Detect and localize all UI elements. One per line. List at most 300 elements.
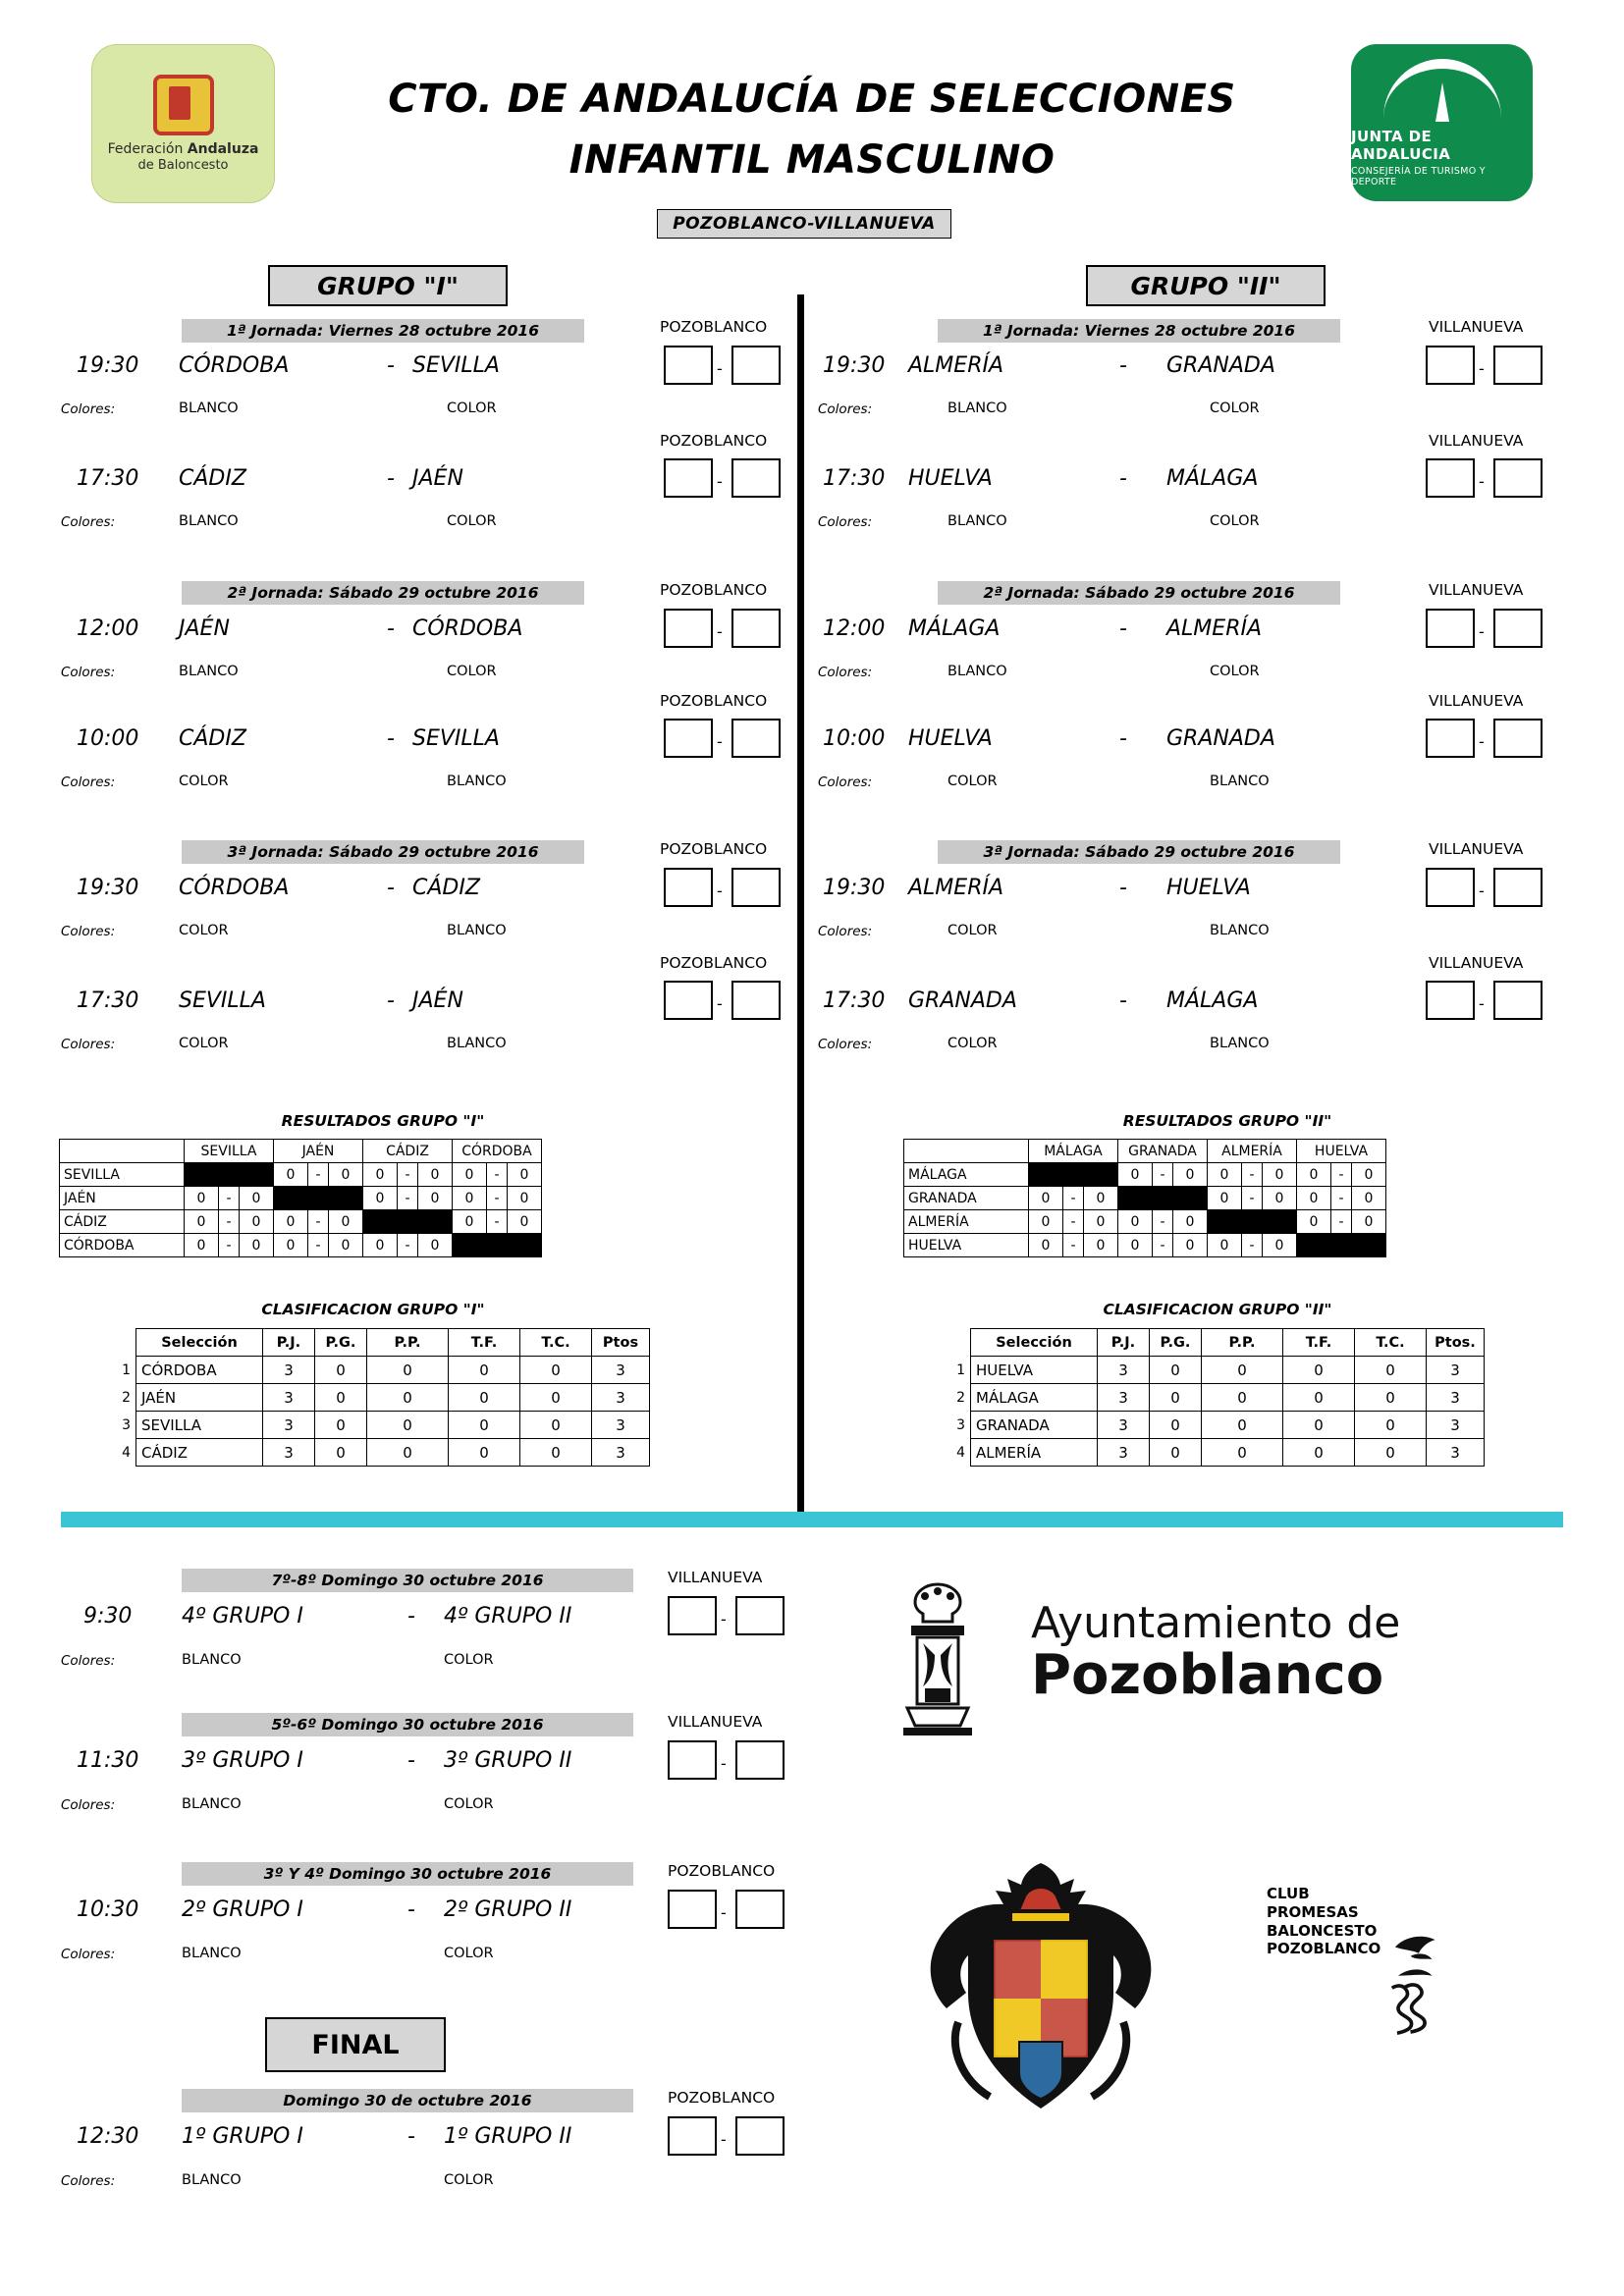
g2-m5-score-dash: -	[1479, 881, 1485, 900]
g2-m2-away-score[interactable]	[1493, 458, 1543, 498]
g2-m4-home-score[interactable]	[1426, 719, 1475, 758]
cla-g2-col-5: T.C.	[1355, 1329, 1427, 1357]
res-g2-r0-c3-b[interactable]: 0	[1352, 1163, 1386, 1187]
cla-g1-r2-pg: 0	[315, 1412, 367, 1439]
res-g2-r1-c0-a[interactable]: 0	[1029, 1187, 1063, 1210]
g1-m4-home-score[interactable]	[664, 719, 713, 758]
cla-g1-col-4: T.F.	[449, 1329, 520, 1357]
cla-g2-r3-tc: 0	[1355, 1439, 1427, 1467]
g2-m3-away-score[interactable]	[1493, 609, 1543, 648]
cla-g2-col-4: T.F.	[1283, 1329, 1355, 1357]
res-g1-r0-c1-d: -	[308, 1163, 329, 1187]
g1-m1-score-dash: -	[717, 359, 723, 378]
res-g2-r2-c1-a[interactable]: 0	[1118, 1210, 1153, 1234]
corner-cell	[60, 1140, 185, 1163]
res-g2-r3-c1-a[interactable]: 0	[1118, 1234, 1153, 1257]
final-0-away: 4º GRUPO II	[444, 1604, 572, 1629]
g1-m5-time: 19:30	[77, 876, 139, 900]
g1-m3-colores-label: Colores:	[61, 665, 116, 680]
resultados-g2-title: RESULTADOS GRUPO "II"	[1122, 1112, 1332, 1130]
final-3-home-score[interactable]	[668, 2116, 717, 2156]
res-g1-r1-c3-d: -	[487, 1187, 508, 1210]
res-g1-r3-c1-b[interactable]: 0	[329, 1234, 363, 1257]
cla-g2-r0-tf: 0	[1283, 1357, 1355, 1384]
table-row	[945, 1439, 1485, 1467]
cla-g1-r2-pj: 3	[263, 1412, 315, 1439]
cla-g2-r3-pos: 4	[956, 1444, 965, 1461]
cla-g2-col-1: P.J.	[1098, 1329, 1150, 1357]
g2-m4-home-color: COLOR	[947, 774, 998, 789]
res-g2-r0-c1-d: -	[1153, 1163, 1173, 1187]
res-g2-r3-c0-a[interactable]: 0	[1029, 1234, 1063, 1257]
cla-g2-r0-sel: HUELVA	[971, 1357, 1098, 1384]
g1-m6-colores-label: Colores:	[61, 1037, 116, 1052]
g1-m6-home: SEVILLA	[179, 988, 266, 1013]
cla-g1-r1-tf: 0	[449, 1384, 520, 1412]
g1-m1-home-color: BLANCO	[179, 400, 239, 416]
res-g1-r3-c2-b[interactable]: 0	[418, 1234, 453, 1257]
res-g2-r1-c2-d: -	[1242, 1187, 1263, 1210]
g2-m3-away: ALMERÍA	[1166, 616, 1263, 641]
res-g1-r3-c1-a[interactable]: 0	[274, 1234, 308, 1257]
res-g2-r0-c1-b[interactable]: 0	[1173, 1163, 1208, 1187]
res-g2-col-0: MÁLAGA	[1029, 1140, 1118, 1163]
res-g1-col-1: JAÉN	[274, 1140, 363, 1163]
g1-m6-away-score[interactable]	[731, 981, 781, 1020]
res-g1-r1-c2-a[interactable]: 0	[363, 1187, 398, 1210]
res-g2-r2-c0-d: -	[1063, 1210, 1084, 1234]
g1-m4-dash: -	[387, 726, 395, 751]
cla-g1-col-2: P.G.	[315, 1329, 367, 1357]
cla-g2-r0-pos: 1	[956, 1362, 965, 1378]
g2-m6-colores-label: Colores:	[818, 1037, 873, 1052]
g2-m4-away-color: BLANCO	[1210, 774, 1270, 789]
g2-jornada-3-label: 3ª Jornada: Sábado 29 octubre 2016	[938, 840, 1340, 864]
res-g2-col-2: ALMERÍA	[1208, 1140, 1297, 1163]
g1-m5-home-color: COLOR	[179, 923, 229, 938]
cla-g2-r0-pg: 0	[1150, 1357, 1202, 1384]
g2-m6-home: GRANADA	[908, 988, 1017, 1013]
g2-m1-home: ALMERÍA	[908, 353, 1004, 378]
res-g1-r0-c3-b[interactable]: 0	[508, 1163, 542, 1187]
res-g1-r1-c3-a[interactable]: 0	[453, 1187, 487, 1210]
club-line2: PROMESAS	[1267, 1902, 1359, 1921]
g2-m1-away-score[interactable]	[1493, 346, 1543, 385]
cla-g1-col-3: P.P.	[367, 1329, 449, 1357]
cla-g1-r3-pg: 0	[315, 1439, 367, 1467]
g1-m1-away-score[interactable]	[731, 346, 781, 385]
res-g2-r1-c2-a[interactable]: 0	[1208, 1187, 1242, 1210]
res-g2-r1-c2-b[interactable]: 0	[1263, 1187, 1297, 1210]
res-g1-r3-c0-d: -	[219, 1234, 240, 1257]
federacion-name-part2: Andaluza	[187, 141, 259, 158]
res-g1-r2-c0-d: -	[219, 1210, 240, 1234]
g2-m3-venue: VILLANUEVA	[1429, 581, 1524, 599]
g1-m6-away: JAÉN	[412, 988, 463, 1013]
final-0-time: 9:30	[83, 1604, 133, 1629]
g1-m1-time: 19:30	[77, 353, 139, 378]
res-g1-r1-c1	[274, 1187, 363, 1210]
cla-g1-r0-pg: 0	[315, 1357, 367, 1384]
g1-m3-home-color: BLANCO	[179, 664, 239, 679]
res-g2-r2-c1-b[interactable]: 0	[1173, 1210, 1208, 1234]
g1-m5-home-score[interactable]	[664, 868, 713, 907]
clasificacion-g1-title: CLASIFICACION GRUPO "I"	[261, 1301, 485, 1318]
res-g1-r0-c3-a[interactable]: 0	[453, 1163, 487, 1187]
final-2-away-score[interactable]	[735, 1890, 785, 1929]
res-g1-r2-c1-b[interactable]: 0	[329, 1210, 363, 1234]
res-g1-col-2: CÁDIZ	[363, 1140, 453, 1163]
cla-g1-r0-pp: 0	[367, 1357, 449, 1384]
g1-m2-score-dash: -	[717, 472, 723, 491]
res-g2-r0-name: MÁLAGA	[904, 1163, 1029, 1187]
final-2-score-dash: -	[721, 1903, 727, 1922]
res-g1-r2-c2	[363, 1210, 453, 1234]
final-1-score-dash: -	[721, 1754, 727, 1773]
g2-m1-home-score[interactable]	[1426, 346, 1475, 385]
res-g2-col-1: GRANADA	[1118, 1140, 1208, 1163]
cla-g1-r2-pp: 0	[367, 1412, 449, 1439]
res-g1-r0-c2-b[interactable]: 0	[418, 1163, 453, 1187]
res-g2-r2-c0-b[interactable]: 0	[1084, 1210, 1118, 1234]
table-header-row	[904, 1140, 1386, 1163]
g1-m1-venue: POZOBLANCO	[660, 318, 768, 336]
res-g1-r2-name: CÁDIZ	[60, 1210, 185, 1234]
res-g1-r3-c2-d: -	[398, 1234, 418, 1257]
final-1-colores-label: Colores:	[61, 1797, 116, 1813]
junta-title: JUNTA DE ANDALUCIA	[1351, 127, 1451, 163]
res-g1-r1-c0-a[interactable]: 0	[185, 1187, 219, 1210]
res-g1-r1-c3-b[interactable]: 0	[508, 1187, 542, 1210]
g2-m1-home-color: BLANCO	[947, 400, 1007, 416]
final-title-box: FINAL	[265, 2017, 446, 2072]
res-g1-r2-c1-d: -	[308, 1210, 329, 1234]
final-3-score-dash: -	[721, 2130, 727, 2149]
res-g1-r2-c1-a[interactable]: 0	[274, 1210, 308, 1234]
cla-g2-r3-pj: 3	[1098, 1439, 1150, 1467]
cla-g1-r1-ptos: 3	[592, 1384, 650, 1412]
pozoblanco-crest-icon	[874, 1578, 1001, 1745]
g2-m2-colores-label: Colores:	[818, 514, 873, 530]
cla-g2-r1-pp: 0	[1202, 1384, 1283, 1412]
cla-g2-r2-tc: 0	[1355, 1412, 1427, 1439]
cla-g1-r0-tc: 0	[520, 1357, 592, 1384]
cla-g1-r2-tc: 0	[520, 1412, 592, 1439]
g2-m4-away-score[interactable]	[1493, 719, 1543, 758]
g1-jornada-3-label: 3ª Jornada: Sábado 29 octubre 2016	[182, 840, 584, 864]
cla-g1-r1-pos: 2	[122, 1389, 131, 1406]
cla-g2-col-3: P.P.	[1202, 1329, 1283, 1357]
cla-g2-r3-ptos: 3	[1427, 1439, 1485, 1467]
cla-g1-r2-pos: 3	[122, 1416, 131, 1433]
g2-m5-home-color: COLOR	[947, 923, 998, 938]
g1-m2-away-color: COLOR	[447, 513, 497, 529]
corner-cell	[904, 1140, 1029, 1163]
g2-m2-dash: -	[1119, 466, 1127, 491]
final-1-away: 3º GRUPO II	[444, 1748, 572, 1773]
final-1-away-score[interactable]	[735, 1740, 785, 1780]
cla-g2-r1-pg: 0	[1150, 1384, 1202, 1412]
g2-m5-colores-label: Colores:	[818, 924, 873, 939]
res-g1-r3-c0-b[interactable]: 0	[240, 1234, 274, 1257]
g2-m2-time: 17:30	[823, 466, 886, 491]
group-2-header: GRUPO "II"	[1086, 265, 1326, 306]
final-0-away-color: COLOR	[444, 1652, 494, 1668]
final-2-venue: POZOBLANCO	[668, 1862, 776, 1880]
g1-m6-away-color: BLANCO	[447, 1036, 507, 1051]
res-g1-r3-c0-a[interactable]: 0	[185, 1234, 219, 1257]
res-g1-r1-c2-b[interactable]: 0	[418, 1187, 453, 1210]
final-0-away-score[interactable]	[735, 1596, 785, 1635]
g1-m3-away-score[interactable]	[731, 609, 781, 648]
final-1-away-color: COLOR	[444, 1796, 494, 1812]
res-g2-r1-c1	[1118, 1187, 1208, 1210]
res-g2-r2-c0-a[interactable]: 0	[1029, 1210, 1063, 1234]
g2-m4-venue: VILLANUEVA	[1429, 692, 1524, 710]
final-1-time: 11:30	[77, 1748, 139, 1773]
final-0-dash: -	[407, 1604, 415, 1629]
g1-m1-home: CÓRDOBA	[179, 353, 290, 378]
res-g2-r1-c3-a[interactable]: 0	[1297, 1187, 1331, 1210]
res-g2-r1-c3-b[interactable]: 0	[1352, 1187, 1386, 1210]
res-g2-r2-c3-a[interactable]: 0	[1297, 1210, 1331, 1234]
g1-m4-away-color: BLANCO	[447, 774, 507, 789]
g1-m2-home-score[interactable]	[664, 458, 713, 498]
cla-g2-r3-tf: 0	[1283, 1439, 1355, 1467]
final-2-dash: -	[407, 1897, 415, 1922]
pos-header	[110, 1329, 136, 1357]
table-row	[945, 1357, 1485, 1384]
final-2-home-color: BLANCO	[182, 1946, 242, 1961]
cla-g1-r2-ptos: 3	[592, 1412, 650, 1439]
g1-m6-home-score[interactable]	[664, 981, 713, 1020]
res-g2-r3-c2-b[interactable]: 0	[1263, 1234, 1297, 1257]
final-1-dash: -	[407, 1748, 415, 1773]
g2-m6-away-color: BLANCO	[1210, 1036, 1270, 1051]
res-g1-r2-c3-d: -	[487, 1210, 508, 1234]
res-g2-r1-c3-d: -	[1331, 1187, 1352, 1210]
res-g1-r2-c0-b[interactable]: 0	[240, 1210, 274, 1234]
final-2-home-score[interactable]	[668, 1890, 717, 1929]
club-text-block	[1267, 1885, 1380, 1958]
g2-m1-time: 19:30	[823, 353, 886, 378]
g1-m1-home-score[interactable]	[664, 346, 713, 385]
g1-m6-score-dash: -	[717, 994, 723, 1013]
res-g1-col-3: CÓRDOBA	[453, 1140, 542, 1163]
g2-m2-home-score[interactable]	[1426, 458, 1475, 498]
res-g1-r0-c1-b[interactable]: 0	[329, 1163, 363, 1187]
res-g1-r2-c3-b[interactable]: 0	[508, 1210, 542, 1234]
g1-m1-colores-label: Colores:	[61, 401, 116, 417]
spanish-eagle-coat-of-arms-icon	[913, 1845, 1168, 2130]
res-g1-r3-c3	[453, 1234, 542, 1257]
final-2-away: 2º GRUPO II	[444, 1897, 572, 1922]
final-3-round: Domingo 30 de octubre 2016	[182, 2089, 633, 2112]
g1-m6-time: 17:30	[77, 988, 139, 1013]
res-g2-r2-c2	[1208, 1210, 1297, 1234]
table-row	[904, 1210, 1386, 1234]
ayuntamiento-line1: Ayuntamiento de	[1031, 1598, 1401, 1648]
res-g1-r3-c1-d: -	[308, 1234, 329, 1257]
res-g2-r0-c3-a[interactable]: 0	[1297, 1163, 1331, 1187]
g1-m2-away: JAÉN	[412, 466, 463, 491]
res-g2-r3-c2-a[interactable]: 0	[1208, 1234, 1242, 1257]
g2-m3-score-dash: -	[1479, 622, 1485, 641]
g1-m2-away-score[interactable]	[731, 458, 781, 498]
junta-subtitle: CONSEJERÍA DE TURISMO Y DEPORTE	[1351, 165, 1486, 187]
res-g2-r1-c0-b[interactable]: 0	[1084, 1187, 1118, 1210]
cla-g2-col-2: P.G.	[1150, 1329, 1202, 1357]
g1-m4-away-score[interactable]	[731, 719, 781, 758]
page-title-line1: CTO. DE ANDALUCÍA DE SELECCIONES	[388, 77, 1236, 122]
cla-g2-r2-pp: 0	[1202, 1412, 1283, 1439]
final-2-time: 10:30	[77, 1897, 139, 1922]
g1-m5-away-score[interactable]	[731, 868, 781, 907]
resultados-g1-title: RESULTADOS GRUPO "I"	[281, 1112, 485, 1130]
cla-g2-r1-tf: 0	[1283, 1384, 1355, 1412]
res-g2-r0-c0	[1029, 1163, 1118, 1187]
cla-g2-col-6: Ptos.	[1427, 1329, 1485, 1357]
table-row	[945, 1384, 1485, 1412]
final-3-venue: POZOBLANCO	[668, 2089, 776, 2107]
g1-m4-score-dash: -	[717, 732, 723, 751]
cla-g1-r3-pp: 0	[367, 1439, 449, 1467]
res-g1-r1-name: JAÉN	[60, 1187, 185, 1210]
res-g1-r2-c0-a[interactable]: 0	[185, 1210, 219, 1234]
res-g1-r0-c2-a[interactable]: 0	[363, 1163, 398, 1187]
res-g2-r2-c3-b[interactable]: 0	[1352, 1210, 1386, 1234]
res-g1-r0-c2-d: -	[398, 1163, 418, 1187]
g2-m6-away-score[interactable]	[1493, 981, 1543, 1020]
g2-m4-score-dash: -	[1479, 732, 1485, 751]
cla-g1-r3-tc: 0	[520, 1439, 592, 1467]
group-1-header: GRUPO "I"	[268, 265, 508, 306]
clasificacion-g2-table	[945, 1328, 1485, 1467]
cla-g2-r1-tc: 0	[1355, 1384, 1427, 1412]
res-g1-r0-c1-a[interactable]: 0	[274, 1163, 308, 1187]
g1-m6-venue: POZOBLANCO	[660, 954, 768, 972]
g2-m3-home-score[interactable]	[1426, 609, 1475, 648]
cla-g2-r2-tf: 0	[1283, 1412, 1355, 1439]
cla-g1-r1-tc: 0	[520, 1384, 592, 1412]
g1-m5-away: CÁDIZ	[412, 876, 480, 900]
g1-m3-time: 12:00	[77, 616, 139, 641]
table-row	[110, 1357, 650, 1384]
final-2-round: 3º Y 4º Domingo 30 octubre 2016	[182, 1862, 633, 1886]
g2-m5-home-score[interactable]	[1426, 868, 1475, 907]
federacion-name-part1: Federación	[107, 141, 188, 158]
cla-g1-r0-pos: 1	[122, 1362, 131, 1378]
g2-m6-home-color: COLOR	[947, 1036, 998, 1051]
cla-g1-r3-ptos: 3	[592, 1439, 650, 1467]
res-g2-r3-c1-d: -	[1153, 1234, 1173, 1257]
final-3-away-score[interactable]	[735, 2116, 785, 2156]
final-0-score-dash: -	[721, 1610, 727, 1629]
cla-g1-r0-pj: 3	[263, 1357, 315, 1384]
g1-m3-dash: -	[387, 616, 395, 641]
g2-m3-home: MÁLAGA	[908, 616, 1001, 641]
g1-m3-home-score[interactable]	[664, 609, 713, 648]
g1-m4-home-color: COLOR	[179, 774, 229, 789]
res-g1-r3-c2-a[interactable]: 0	[363, 1234, 398, 1257]
g1-jornada-1-label: 1ª Jornada: Viernes 28 octubre 2016	[182, 319, 584, 343]
final-3-home: 1º GRUPO I	[182, 2124, 303, 2149]
res-g2-r2-c3-d: -	[1331, 1210, 1352, 1234]
res-g2-r3-c1-b[interactable]: 0	[1173, 1234, 1208, 1257]
res-g2-r0-c2-a[interactable]: 0	[1208, 1163, 1242, 1187]
final-0-colores-label: Colores:	[61, 1653, 116, 1669]
cla-g2-r0-pp: 0	[1202, 1357, 1283, 1384]
g2-m2-away-color: COLOR	[1210, 513, 1260, 529]
g1-m2-home-color: BLANCO	[179, 513, 239, 529]
res-g2-r1-c0-d: -	[1063, 1187, 1084, 1210]
table-row	[60, 1187, 542, 1210]
res-g2-r3-c2-d: -	[1242, 1234, 1263, 1257]
final-1-round: 5º-6º Domingo 30 octubre 2016	[182, 1713, 633, 1736]
cla-g1-r2-sel: SEVILLA	[136, 1412, 263, 1439]
g2-m1-score-dash: -	[1479, 359, 1485, 378]
table-header-row	[945, 1329, 1485, 1357]
g2-jornada-1-label: 1ª Jornada: Viernes 28 octubre 2016	[938, 319, 1340, 343]
table-header-row	[60, 1140, 542, 1163]
g2-m6-away: MÁLAGA	[1166, 988, 1259, 1013]
g2-m2-score-dash: -	[1479, 472, 1485, 491]
g1-m6-home-color: COLOR	[179, 1036, 229, 1051]
table-row	[110, 1384, 650, 1412]
res-g2-r0-c3-d: -	[1331, 1163, 1352, 1187]
final-0-home-score[interactable]	[668, 1596, 717, 1635]
g2-jornada-2-label: 2ª Jornada: Sábado 29 octubre 2016	[938, 581, 1340, 605]
cla-g2-r1-pj: 3	[1098, 1384, 1150, 1412]
g1-m3-home: JAÉN	[179, 616, 230, 641]
res-g2-r1-name: GRANADA	[904, 1187, 1029, 1210]
final-0-home: 4º GRUPO I	[182, 1604, 303, 1629]
clasificacion-g1-table	[110, 1328, 650, 1467]
res-g1-r1-c0-b[interactable]: 0	[240, 1187, 274, 1210]
table-row	[60, 1234, 542, 1257]
res-g1-r0-name: SEVILLA	[60, 1163, 185, 1187]
final-2-away-color: COLOR	[444, 1946, 494, 1961]
g2-m6-home-score[interactable]	[1426, 981, 1475, 1020]
cla-g2-r0-ptos: 3	[1427, 1357, 1485, 1384]
cla-g1-col-5: T.C.	[520, 1329, 592, 1357]
res-g2-r3-name: HUELVA	[904, 1234, 1029, 1257]
final-1-home-score[interactable]	[668, 1740, 717, 1780]
res-g2-r3-c0-b[interactable]: 0	[1084, 1234, 1118, 1257]
g1-m3-away: CÓRDOBA	[412, 616, 523, 641]
cla-g1-r3-pos: 4	[122, 1444, 131, 1461]
g2-m5-away-score[interactable]	[1493, 868, 1543, 907]
g1-jornada-2-label: 2ª Jornada: Sábado 29 octubre 2016	[182, 581, 584, 605]
g2-m2-home: HUELVA	[908, 466, 993, 491]
g2-m1-away: GRANADA	[1166, 353, 1275, 378]
g1-m4-away: SEVILLA	[412, 726, 500, 751]
cla-g1-r1-pg: 0	[315, 1384, 367, 1412]
res-g2-r0-c2-b[interactable]: 0	[1263, 1163, 1297, 1187]
final-2-colores-label: Colores:	[61, 1947, 116, 1962]
final-1-venue: VILLANUEVA	[668, 1713, 763, 1731]
res-g1-r1-c2-d: -	[398, 1187, 418, 1210]
federacion-subtitle: de Baloncesto	[137, 157, 229, 173]
res-g1-r2-c3-a[interactable]: 0	[453, 1210, 487, 1234]
cla-g1-col-6: Ptos	[592, 1329, 650, 1357]
g1-m5-venue: POZOBLANCO	[660, 840, 768, 858]
g1-m2-colores-label: Colores:	[61, 514, 116, 530]
g1-m5-home: CÓRDOBA	[179, 876, 290, 900]
g1-m4-home: CÁDIZ	[179, 726, 246, 751]
g2-m2-away: MÁLAGA	[1166, 466, 1259, 491]
res-g2-r0-c1-a[interactable]: 0	[1118, 1163, 1153, 1187]
